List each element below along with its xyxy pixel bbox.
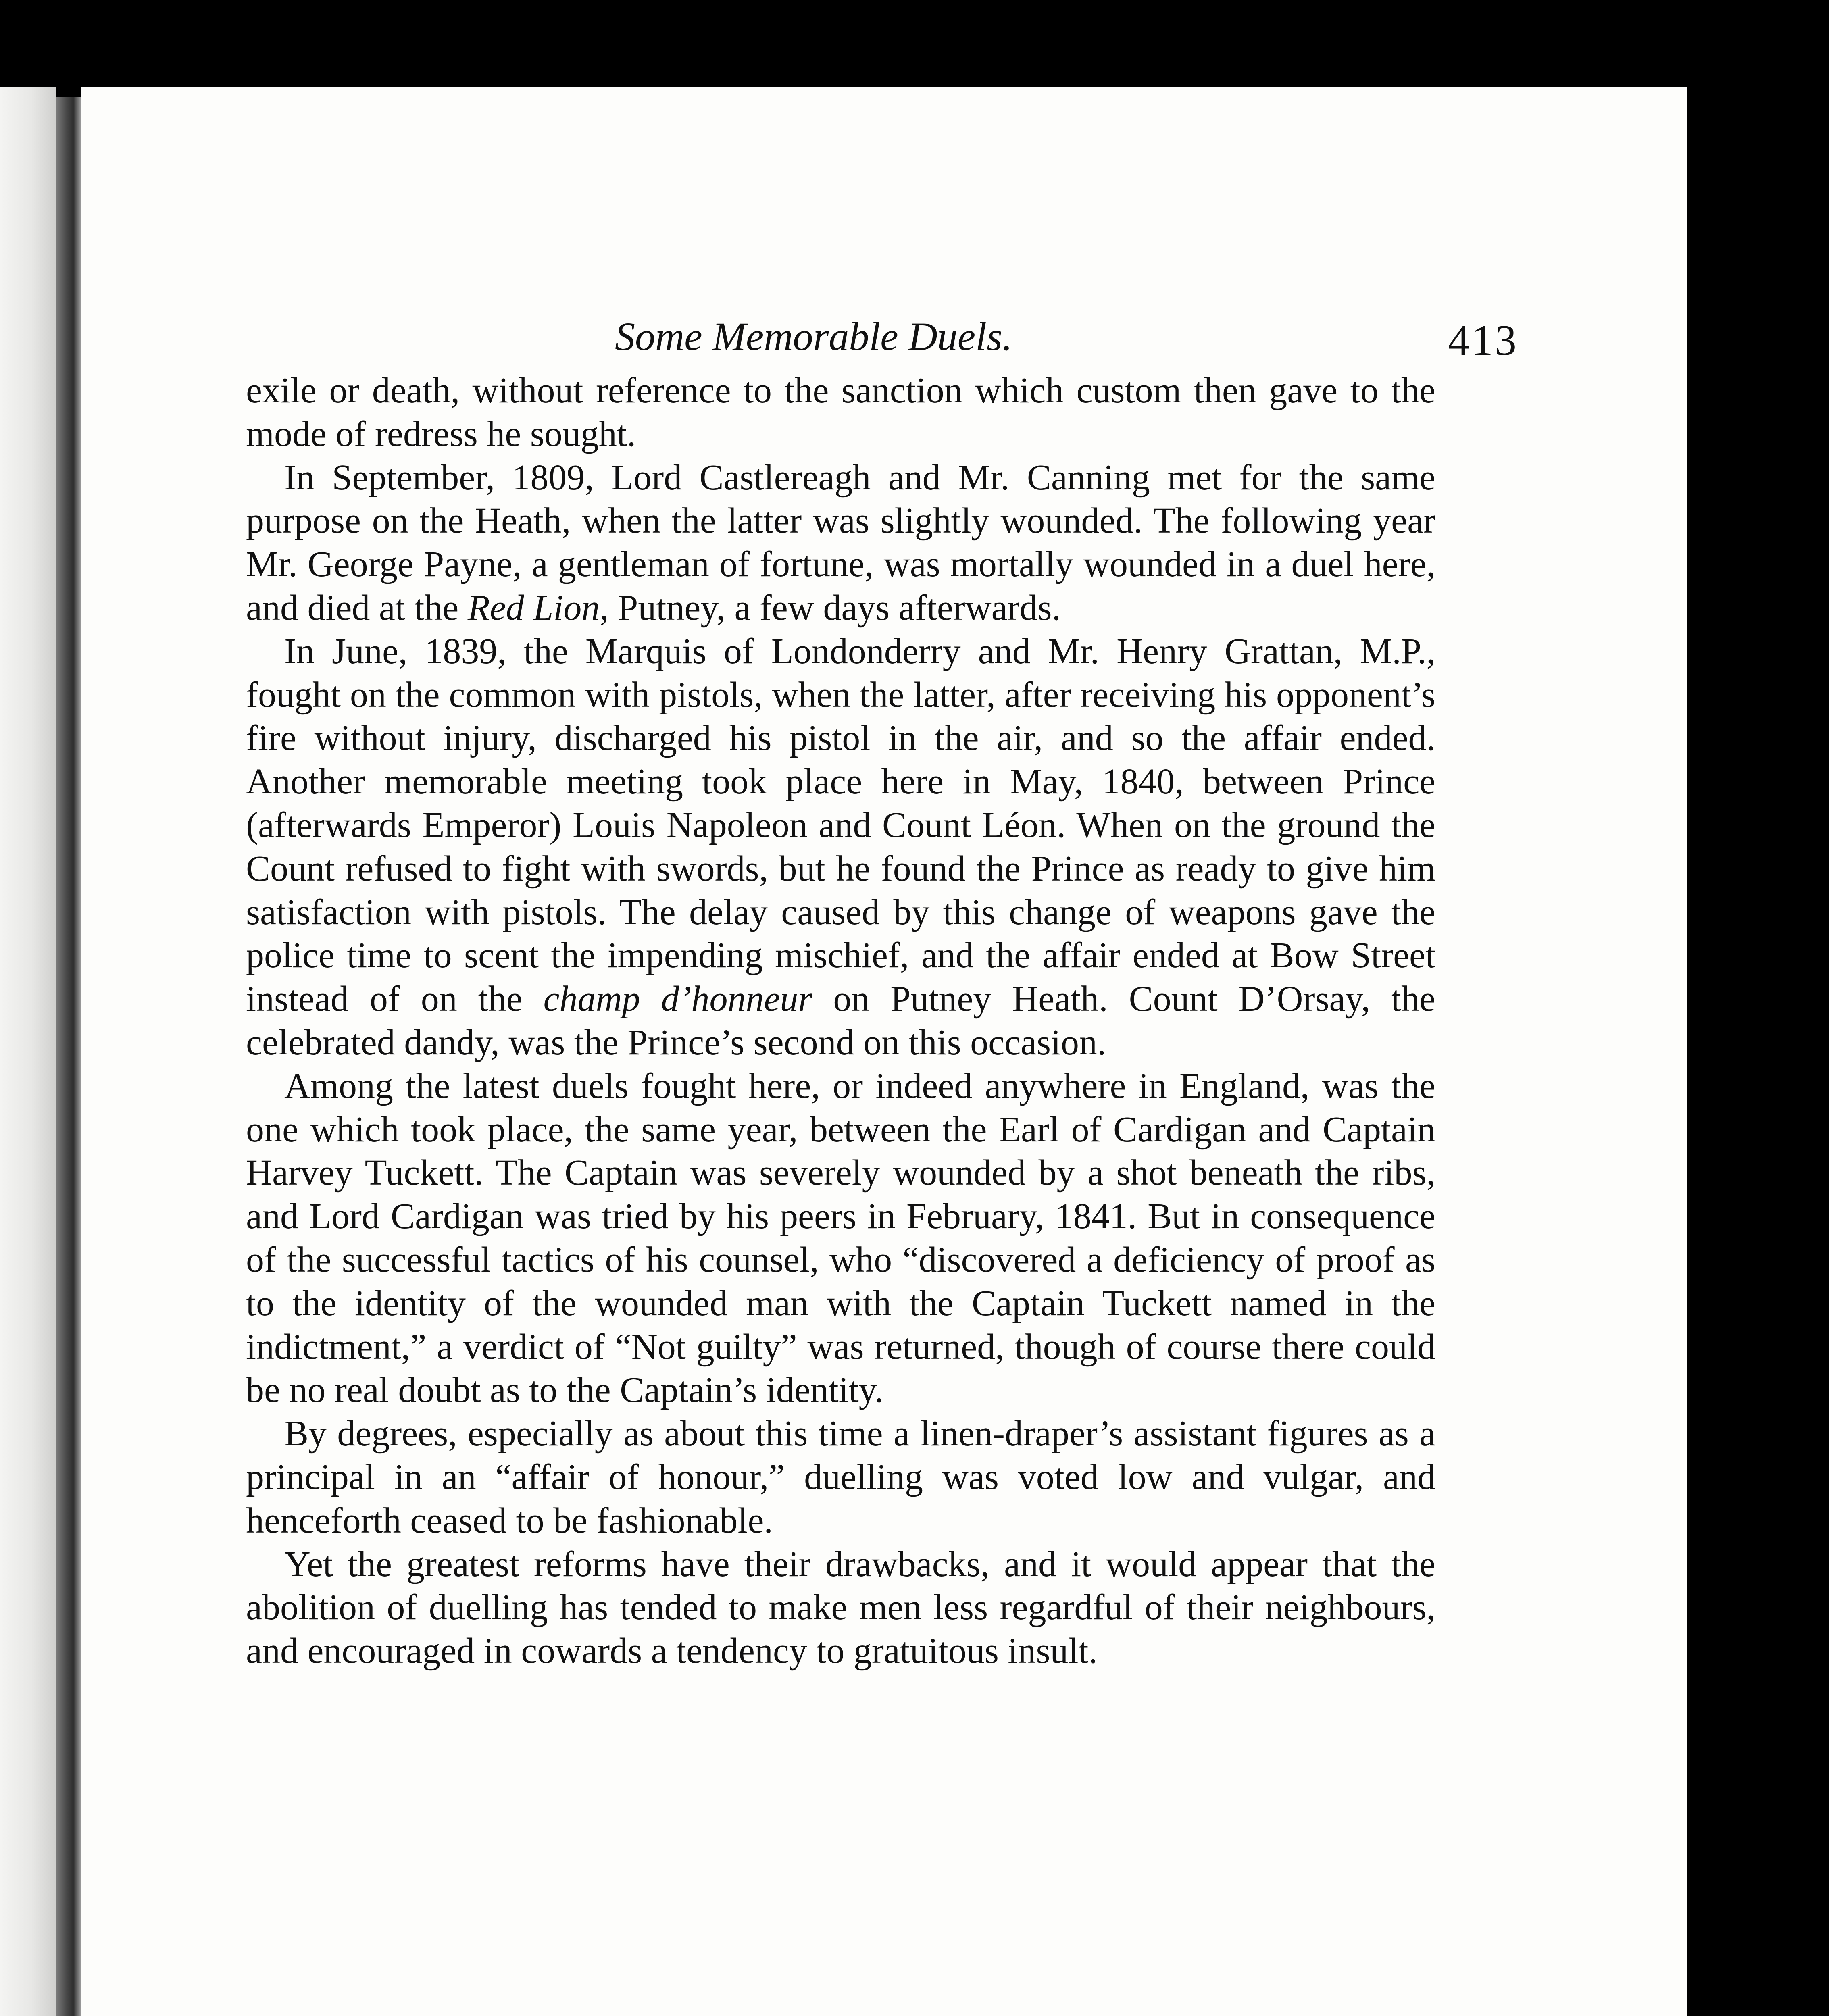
paragraph-3: In June, 1839, the Marquis of Londonderry and Mr. Henry Grattan, M.P., fought on the common with pistols, when the latter, after receiving his opponent’s fire without injury, discharged his pistol in the air, and so the affair ended. Another memorable meeting took place here in May, 1840, between Prince (afterwards Emperor) Louis Napoleon and Count Léon. When on the ground the Count refused to fight with swords, but he found the Prince as ready to give him satisfaction with pistols. The delay caused by this change of weapons gave the police time to scent the impending mischief, and the affair ended at Bow Street instead of on the champ d’honneur on Putney Heath. Count D’Orsay, the celebrated dandy, was the Prince’s second on this occasion. (246, 631, 1435, 1062)
italic-phrase: champ d’honneur (543, 979, 812, 1019)
italic-phrase: Red Lion (467, 587, 600, 628)
page-number: 413 (1448, 317, 1518, 364)
paragraph-2: In September, 1809, Lord Castlereagh and Mr. Canning met for the same purpose on the Heath, when the latter was slightly wounded. The following year Mr. George Payne, a gentleman of fortune, was mortally wounded in a duel here, and died at the Red Lion, Putney, a few days afterwards. (246, 457, 1435, 628)
paragraph-4: Among the latest duels fought here, or indeed anywhere in England, was the one which took place, the same year, between the Earl of Cardigan and Captain Harvey Tuckett. The Captain was severely wounded by a shot beneath the ribs, and Lord Cardigan was tried by his peers in February, 1841. But in consequence of the successful tactics of his counsel, who “discovered a deficiency of proof as to the identity of the wounded man with the Captain Tuckett named in the indictment,” a verdict of “Not guilty” was returned, though of course there could be no real doubt as to the Captain’s identity. (246, 1066, 1435, 1410)
paragraph-1: exile or death, without reference to the sanction which custom then gave to the mode of redress he sought. (246, 371, 1435, 454)
body-text (246, 369, 1435, 1673)
paragraph-5: By degrees, especially as about this time a linen-draper’s assistant figures as a principal in an “affair of honour,” duelling was voted low and vulgar, and henceforth ceased to be fashionable. (246, 1414, 1435, 1541)
book-gutter-shadow (56, 97, 81, 2016)
book-page (81, 87, 1687, 2016)
running-head-title: Some Memorable Duels. (615, 314, 1012, 359)
paragraph-6: Yet the greatest reforms have their drawbacks, and it would appear that the abolition of duelling has tended to make men less regardful of their neighbours, and encouraged in cowards a tendency to gratuitous insult. (246, 1544, 1435, 1671)
running-head (615, 296, 1518, 377)
facing-page-edge (0, 87, 56, 2016)
